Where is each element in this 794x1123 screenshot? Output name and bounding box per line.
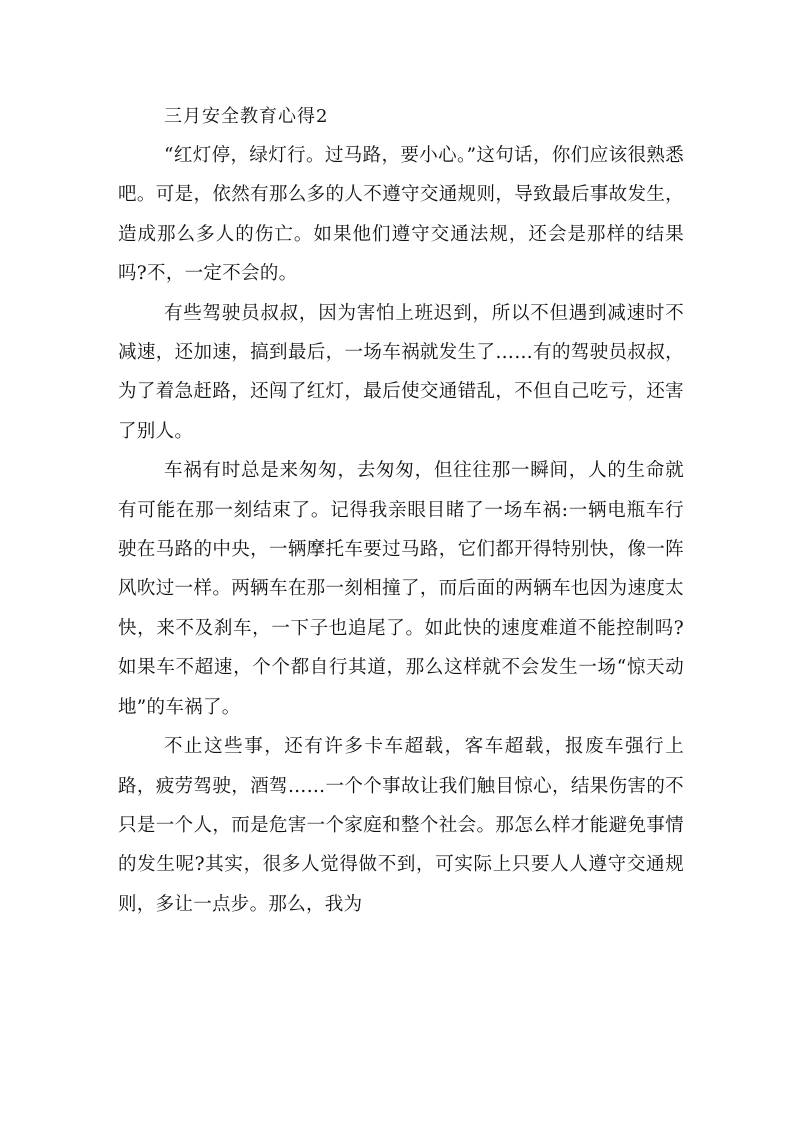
paragraph-2: 有些驾驶员叔叔，因为害怕上班迟到，所以不但遇到减速时不减速，还加速，搞到最后，一场车祸就发生了……有的驾驶员叔叔，为了着急赶路，还闯了红灯，最后使交通错乱，不但自己吃亏，还害了别人。 xyxy=(118,302,684,442)
document-title: 三月安全教育心得2 xyxy=(164,106,329,127)
paragraph-1: “红灯停，绿灯行。过马路，要小心。”这句话，你们应该很熟悉吧。可是，依然有那么多的人不遵守交通规则，导致最后事故发生，造成那么多人的伤亡。如果他们遵守交通法规，还会是那样的结果吗?不，一定不会的。 xyxy=(118,145,684,285)
paragraph-3: 车祸有时总是来匆匆，去匆匆，但往往那一瞬间，人的生命就有可能在那一刻结束了。记得我亲眼目睹了一场车祸:一辆电瓶车行驶在马路的中央，一辆摩托车要过马路，它们都开得特别快，像一阵风吹过一样。两辆车在那一刻相撞了，而后面的两辆车也因为速度太快，来不及刹车，一下子也追尾了。如此快的速度难道不能控制吗?如果车不超速，个个都自行其道，那么这样就不会发生一场“惊天动地”的车祸了。 xyxy=(118,460,684,718)
paragraph-4: 不止这些事，还有许多卡车超载，客车超载，报废车强行上路，疲劳驾驶，酒驾……一个个事故让我们触目惊心，结果伤害的不只是一个人，而是危害一个家庭和整个社会。那怎么样才能避免事情的发生呢?其实，很多人觉得做不到，可实际上只要人人遵守交通规则，多让一点步。那么，我为 xyxy=(118,736,684,915)
document-body xyxy=(118,98,684,924)
